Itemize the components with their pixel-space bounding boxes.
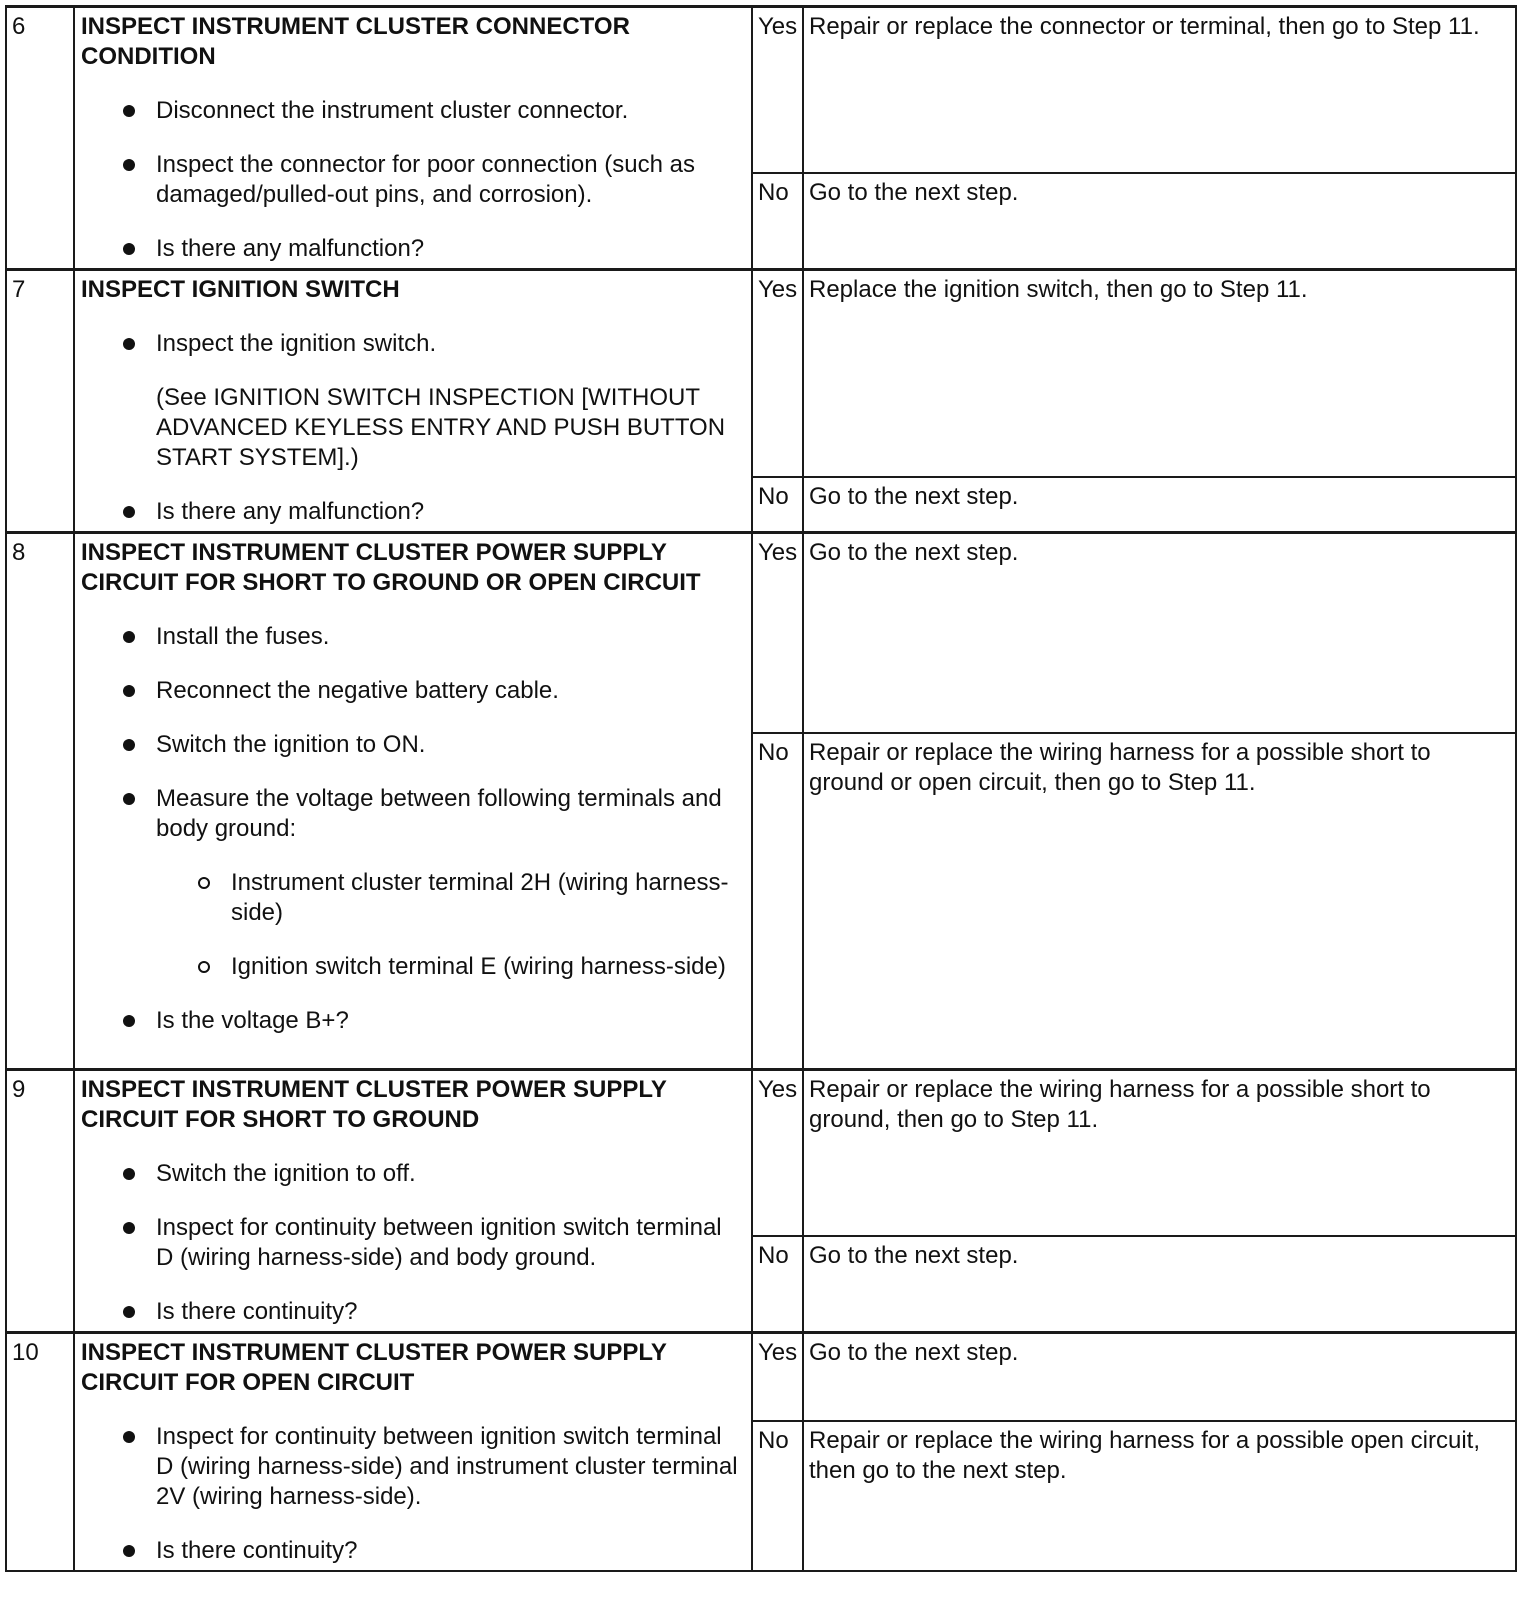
- action-list: [81, 497, 743, 527]
- bullet-icon: [123, 159, 135, 171]
- action-item: Inspect for continuity between ignition switch terminal D (wiring harness-side) and instrument cluster terminal 2V (wiring harness-side).: [81, 1422, 743, 1512]
- step-title: INSPECT IGNITION SWITCH: [81, 276, 400, 303]
- action-item: Switch the ignition to ON.: [81, 730, 743, 760]
- bullet-icon: [123, 243, 135, 255]
- step-row-10: [6, 1333, 1516, 1421]
- yes-label: Yes: [752, 1070, 803, 1237]
- bullet-icon: [123, 793, 135, 805]
- yes-label: Yes: [752, 7, 803, 174]
- yes-label: Yes: [752, 533, 803, 733]
- bullet-icon: [123, 105, 135, 117]
- action-item: Is there any malfunction?: [81, 234, 743, 264]
- step-number: 9: [6, 1070, 74, 1333]
- no-label: No: [752, 173, 803, 269]
- action-item: Reconnect the negative battery cable.: [81, 676, 743, 706]
- bullet-icon: [123, 1015, 135, 1027]
- bullet-icon: [123, 1431, 135, 1443]
- no-result: Go to the next step.: [803, 477, 1516, 532]
- sub-item-list: [156, 868, 743, 982]
- bullet-icon: [123, 1222, 135, 1234]
- step-action: [74, 1070, 752, 1333]
- step-action: [74, 533, 752, 1070]
- no-result: Go to the next step.: [803, 173, 1516, 269]
- action-item: Inspect the ignition switch.: [81, 329, 743, 359]
- hollow-bullet-icon: [198, 961, 210, 973]
- action-list: [81, 1159, 743, 1327]
- step-action: [74, 7, 752, 270]
- action-item: Inspect the connector for poor connection (such as damaged/pulled-out pins, and corrosion).: [81, 150, 743, 210]
- action-list: [81, 622, 743, 1036]
- step-title: INSPECT INSTRUMENT CLUSTER POWER SUPPLY CIRCUIT FOR SHORT TO GROUND OR OPEN CIRCUIT: [81, 539, 701, 596]
- step-row-8: [6, 533, 1516, 733]
- reference-note: (See IGNITION SWITCH INSPECTION [WITHOUT ADVANCED KEYLESS ENTRY AND PUSH BUTTON START SYSTEM].): [156, 384, 726, 471]
- no-label: No: [752, 477, 803, 532]
- step-action: [74, 1333, 752, 1572]
- bullet-icon: [123, 739, 135, 751]
- yes-result: Repair or replace the connector or terminal, then go to Step 11.: [803, 7, 1516, 174]
- step-number: 8: [6, 533, 74, 1070]
- step-number: 10: [6, 1333, 74, 1572]
- step-number: 6: [6, 7, 74, 270]
- step-row-7: [6, 270, 1516, 478]
- bullet-icon: [123, 506, 135, 518]
- yes-result: Go to the next step.: [803, 533, 1516, 733]
- step-number: 7: [6, 270, 74, 533]
- bullet-icon: [123, 631, 135, 643]
- step-row-9: [6, 1070, 1516, 1237]
- action-item: Is there continuity?: [81, 1536, 743, 1566]
- action-item: Is there any malfunction?: [81, 497, 743, 527]
- action-item: Is there continuity?: [81, 1297, 743, 1327]
- no-result: Repair or replace the wiring harness for a possible open circuit, then go to the next step.: [803, 1421, 1516, 1571]
- step-row-6: [6, 7, 1516, 174]
- bullet-icon: [123, 1168, 135, 1180]
- action-list: [81, 96, 743, 264]
- yes-label: Yes: [752, 1333, 803, 1421]
- hollow-bullet-icon: [198, 877, 210, 889]
- yes-result: Go to the next step.: [803, 1333, 1516, 1421]
- action-list: [81, 329, 743, 359]
- action-list: [81, 1422, 743, 1566]
- sub-item: Ignition switch terminal E (wiring harness-side): [156, 952, 743, 982]
- bullet-icon: [123, 1306, 135, 1318]
- bullet-icon: [123, 685, 135, 697]
- action-item: Is the voltage B+?: [81, 1006, 743, 1036]
- action-item: Measure the voltage between following terminals and body ground: Instrument cluster terminal 2H (wiring harness-side) Ignition switch terminal E (wiring harness-side): [81, 784, 743, 982]
- action-item: Disconnect the instrument cluster connector.: [81, 96, 743, 126]
- no-label: No: [752, 1236, 803, 1332]
- yes-result: Repair or replace the wiring harness for a possible short to ground, then go to Step 11.: [803, 1070, 1516, 1237]
- no-label: No: [752, 733, 803, 1070]
- no-result: Go to the next step.: [803, 1236, 1516, 1332]
- yes-label: Yes: [752, 270, 803, 478]
- step-title: INSPECT INSTRUMENT CLUSTER POWER SUPPLY CIRCUIT FOR OPEN CIRCUIT: [81, 1339, 667, 1396]
- step-title: INSPECT INSTRUMENT CLUSTER POWER SUPPLY CIRCUIT FOR SHORT TO GROUND: [81, 1076, 667, 1133]
- bullet-icon: [123, 1545, 135, 1557]
- step-title: INSPECT INSTRUMENT CLUSTER CONNECTOR CONDITION: [81, 13, 630, 70]
- no-result: Repair or replace the wiring harness for a possible short to ground or open circuit, then go to Step 11.: [803, 733, 1516, 1070]
- bullet-icon: [123, 338, 135, 350]
- diagnostic-procedure-table: [5, 5, 1517, 1572]
- yes-result: Replace the ignition switch, then go to Step 11.: [803, 270, 1516, 478]
- sub-item: Instrument cluster terminal 2H (wiring harness-side): [156, 868, 743, 928]
- action-item: Inspect for continuity between ignition switch terminal D (wiring harness-side) and body ground.: [81, 1213, 743, 1273]
- action-item: Switch the ignition to off.: [81, 1159, 743, 1189]
- no-label: No: [752, 1421, 803, 1571]
- step-action: [74, 270, 752, 533]
- action-item: Install the fuses.: [81, 622, 743, 652]
